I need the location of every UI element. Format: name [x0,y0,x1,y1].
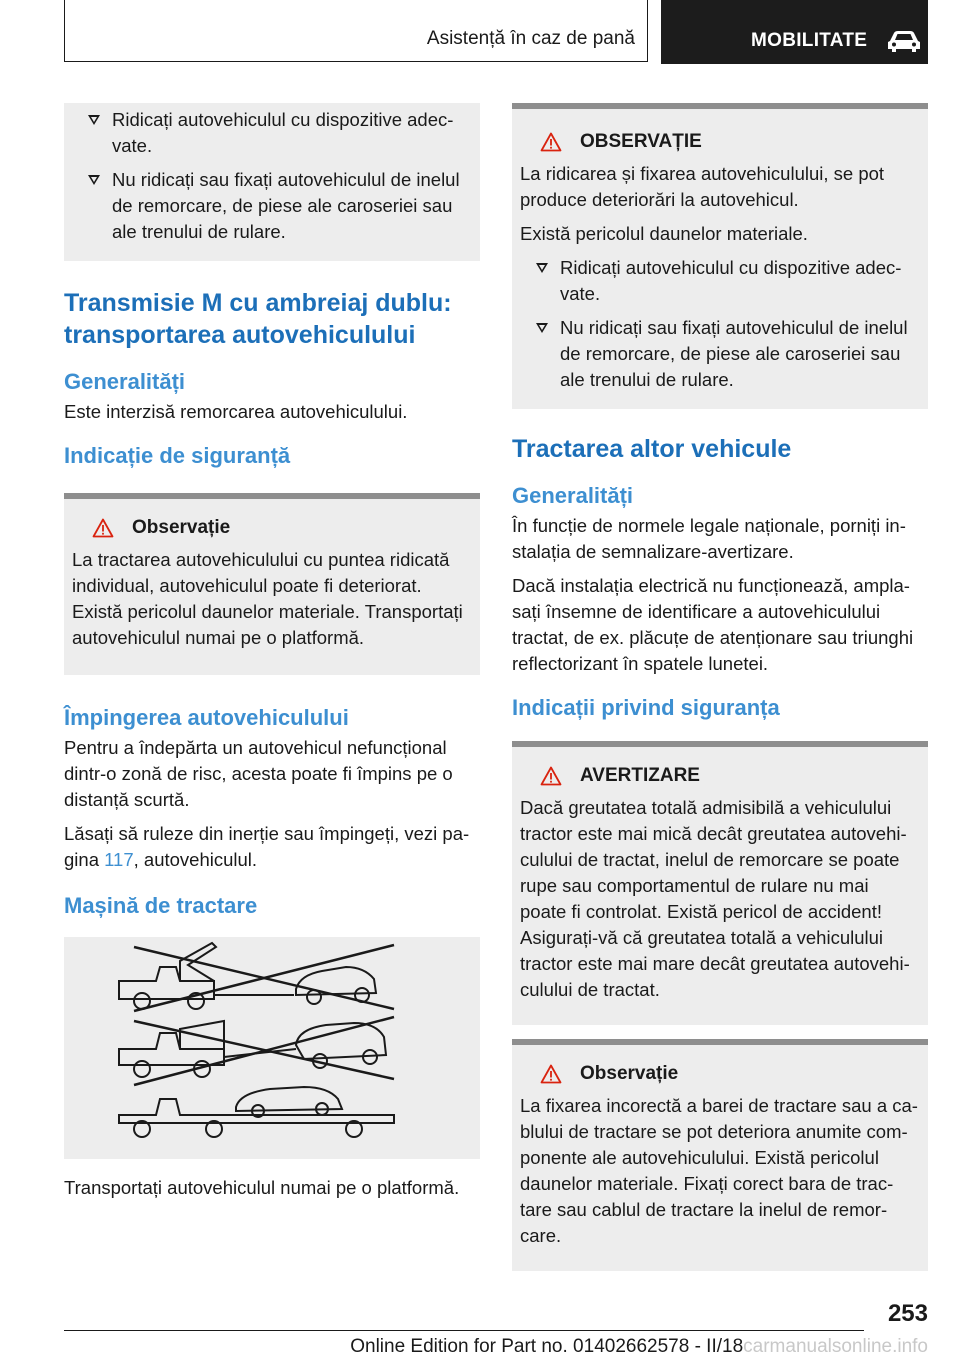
note-text: La fixarea incorectă a barei de tractare sau a ca-blului de tractare se pot deteriora anumite com-ponente ale autovehiculului. Există pericolul daunelor materiale. Fixați corect bara de trac-tare sau cablul de tractare la inelul de remor-care. [520,1095,918,1246]
watermark: carmanualsonline.info [743,1336,928,1357]
section-heading-towing: Tractarea altor vehicule [512,435,792,463]
page-number: 253 [887,1300,928,1327]
subheading-push: Împingerea autovehiculului [64,705,349,730]
general-text-2: Dacă instalația electrică nu funcționează, ampla-sați însemne de identificare a autovehiculului tractat, de ex. plăcuțe de atenționare sau triunghi reflectorizant în spatele lunetei. [512,575,914,674]
subheading-safety: Indicații privind siguranța [512,695,780,720]
note-text: La tractarea autovehiculului cu puntea ridicată individual, autovehiculul poate fi deteriorat. Există pericolul daunelor materiale. Transportați autovehiculul numai pe o platformă. [72,549,463,648]
warning-triangle-icon [540,766,562,786]
warning-triangle-icon [92,518,114,538]
subheading-general: Generalități [512,483,634,508]
warning-text: Dacă greutatea totală admisibilă a vehiculului tractor este mai mică decât greutatea autovehi-culului de tractat, inelul de remorcare se poate rupe sau comportamentul de rulare nu mai poate fi controlat. Există pericol de accident! Asigurați-vă că greutatea totală a vehiculului tractor este mai mare decât greutatea autovehi-culului de tractat. [520,797,910,1000]
header-chapter-tab [661,0,928,64]
general-text: Este interzisă remorcarea autovehiculului. [64,401,408,422]
warning-triangle-icon [540,1064,562,1084]
note-title: Observație [580,1063,679,1084]
tow-truck-illustration [64,937,480,1159]
left-column [64,103,480,1209]
notice-title: OBSERVAȚIE [580,131,702,152]
page-link[interactable]: 117 [104,849,134,870]
header-chapter-title: MOBILITATE [751,30,868,51]
subheading-general: Generalități [64,369,186,394]
list-item: Ridicați autovehiculul cu dispozitive adec-vate. [520,255,920,307]
notice-bullet-list [520,255,920,393]
list-item: Nu ridicați sau fixați autovehiculul de inelul de remorcare, de piese ale caroseriei sau ale trenului de rulare. [520,315,920,393]
notice-text-1: La ridicarea și fixarea autovehiculului, se pot produce deteriorări la autovehicul. [520,163,885,210]
warning-header [520,765,920,787]
section-heading-transmission: Transmisie M cu ambreiaj dublu: transportarea autovehiculului [64,289,452,349]
subheading-tow-truck: Mașină de tractare [64,893,258,918]
notice-header [520,131,920,153]
push-text-2: Lăsați să ruleze din inerție sau împingeți, vezi pa-gina 117, autovehiculul. [64,823,470,870]
warning-triangle-icon [540,132,562,152]
subheading-safety: Indicație de siguranță [64,443,291,468]
edition-footer: Online Edition for Part no. 01402662578 - II/18carmanualsonline.info [350,1336,928,1357]
general-text-1: În funcție de normele legale naționale, porniți in-stalația de semnalizare-avertizare. [512,515,906,562]
footer-divider [64,1330,864,1331]
page-header [64,0,928,64]
notice-box [512,103,928,409]
note-box [64,493,480,675]
note-header [520,1063,920,1085]
warning-box [512,741,928,1025]
warning-title: AVERTIZARE [580,765,700,786]
right-column [512,103,928,1271]
intro-bullet-box [64,103,480,261]
car-icon [885,29,923,53]
header-section-tab [64,0,648,62]
note-box [512,1039,928,1271]
notice-text-2: Există pericolul daunelor materiale. [520,223,808,244]
push-text: Pentru a îndepărta un autovehicul nefuncțional dintr-o zonă de risc, acesta poate fi împins pe o distanță scurtă. [64,737,453,810]
tow-truck-drawing [64,937,480,1159]
figure-caption: Transportați autovehiculul numai pe o platformă. [64,1177,460,1198]
intro-bullet-list [72,107,472,245]
note-header [72,517,472,539]
list-item: Ridicați autovehiculul cu dispozitive adec-vate. [72,107,472,159]
header-section-title: Asistență în caz de pană [426,28,635,49]
list-item: Nu ridicați sau fixați autovehiculul de inelul de remorcare, de piese ale caroseriei sau ale trenului de rulare. [72,167,472,245]
note-title: Observație [132,517,231,538]
